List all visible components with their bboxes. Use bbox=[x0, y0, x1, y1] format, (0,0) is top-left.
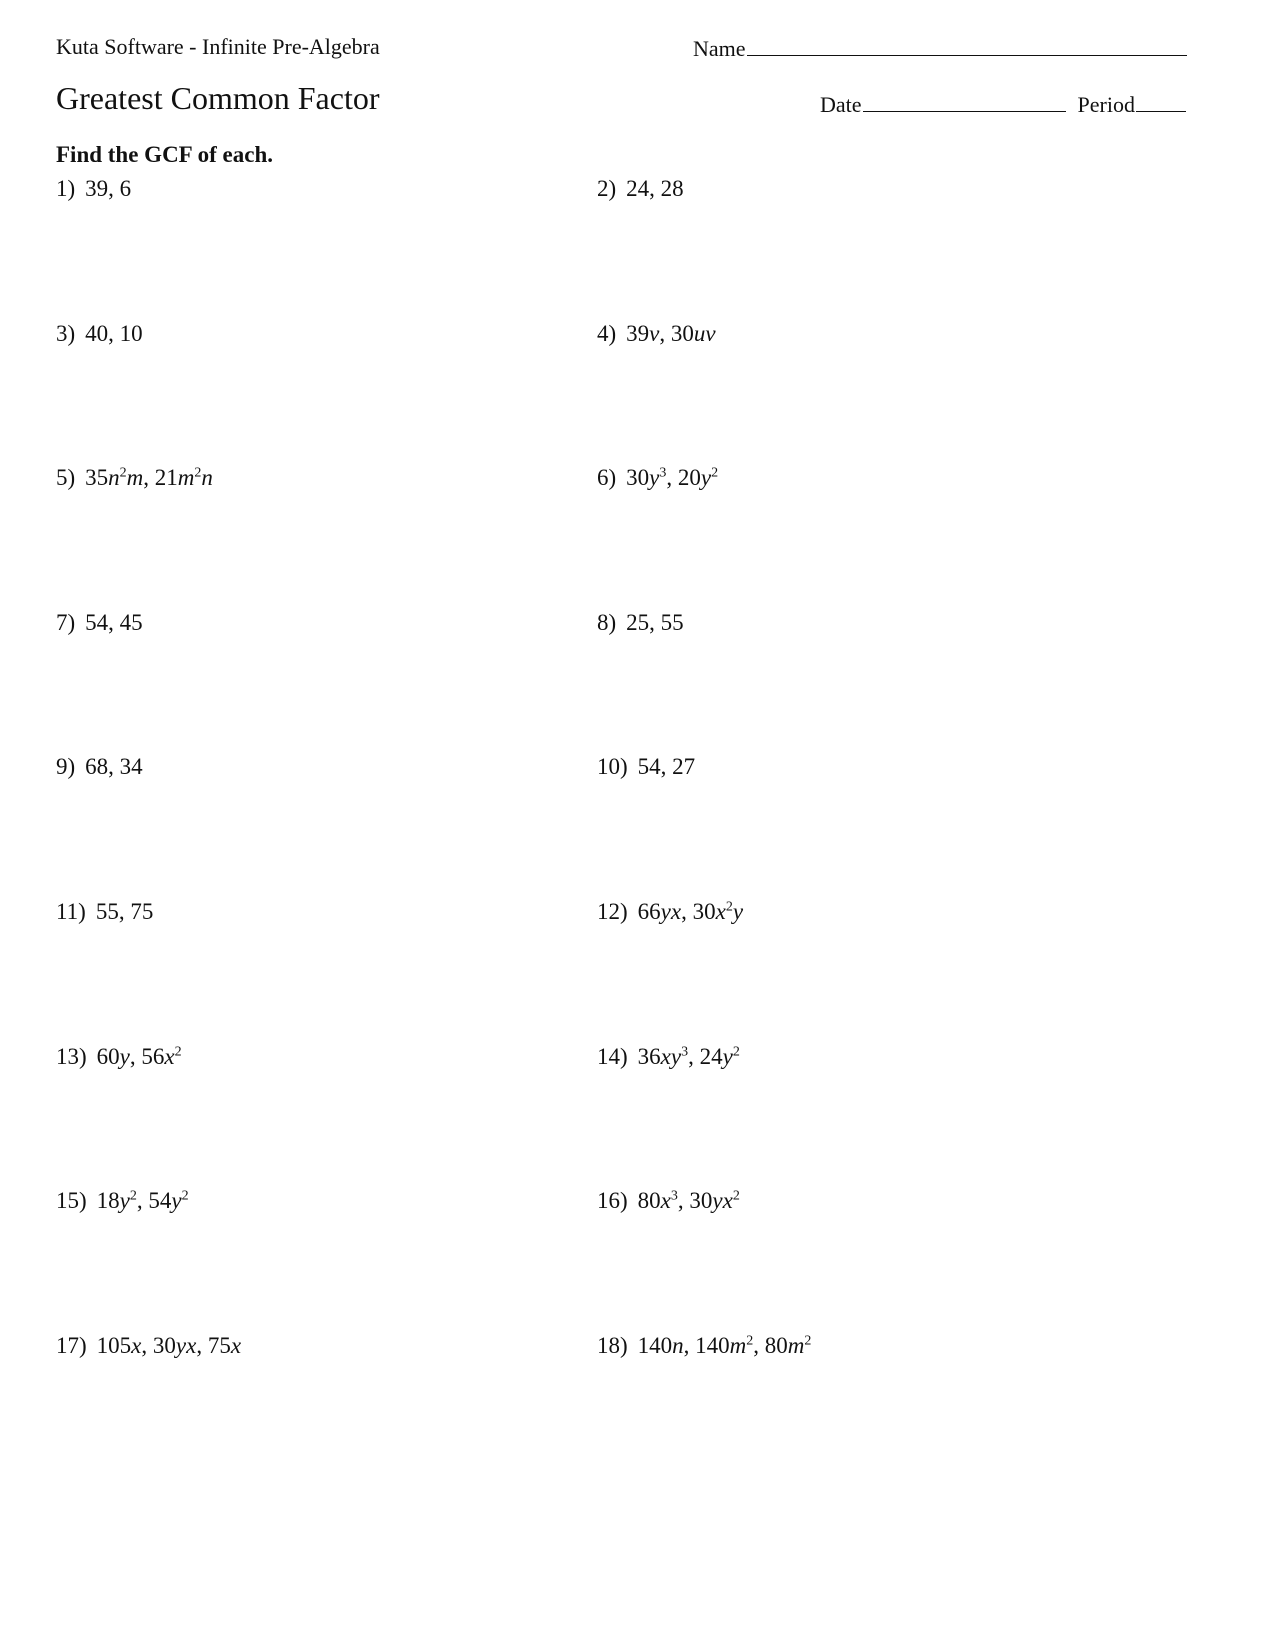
problem-item bbox=[597, 899, 743, 925]
problem-number: 7) bbox=[56, 609, 76, 635]
problem-number: 1) bbox=[56, 176, 76, 201]
problem-expression: $80x^3$, $30yx^2$ bbox=[637, 1188, 740, 1214]
name-field bbox=[693, 34, 1187, 62]
problem-number: 12) bbox=[597, 899, 628, 924]
instructions: Find the GCF of each. bbox=[56, 142, 273, 167]
problem-item bbox=[597, 321, 716, 347]
problem-expression: 105x, 30yx, 75x bbox=[96, 1332, 242, 1358]
problem-item bbox=[597, 610, 684, 636]
problem-item bbox=[56, 754, 143, 780]
date-blank-line[interactable] bbox=[863, 90, 1066, 112]
problem-expression: 40, 10 bbox=[85, 320, 143, 346]
problem-expression: 55, 75 bbox=[95, 899, 154, 924]
problem-item bbox=[597, 1188, 740, 1214]
problem-number: 16) bbox=[597, 1188, 628, 1214]
problem-number: 17) bbox=[56, 1332, 87, 1358]
problem-number: 5) bbox=[56, 465, 76, 491]
problem-item bbox=[597, 176, 684, 202]
problem-expression: $18y^2$, $54y^2$ bbox=[96, 1188, 189, 1214]
problem-expression: 24, 28 bbox=[626, 176, 684, 201]
problem-number: 14) bbox=[597, 1043, 628, 1069]
problem-item bbox=[56, 1188, 189, 1214]
name-blank-line[interactable] bbox=[747, 34, 1187, 56]
problem-expression: $30y^3$, $20y^2$ bbox=[626, 465, 719, 491]
problem-item bbox=[56, 1333, 241, 1359]
problem-number: 8) bbox=[597, 609, 617, 635]
problem-expression: 54, 45 bbox=[85, 609, 143, 635]
problem-number: 6) bbox=[597, 465, 617, 491]
publisher-name: Kuta Software - Infinite Pre-Algebra bbox=[56, 34, 380, 59]
problem-item bbox=[56, 176, 131, 202]
problem-item bbox=[597, 465, 718, 491]
problem-number: 9) bbox=[56, 754, 76, 780]
problem-number: 4) bbox=[597, 320, 617, 346]
problem-expression: $35n^2m$, $21m^2n$ bbox=[85, 465, 213, 491]
problem-expression: 66yx, $30x^2y$ bbox=[637, 899, 744, 924]
problem-number: 3) bbox=[56, 320, 76, 346]
worksheet-title: Greatest Common Factor bbox=[56, 80, 380, 116]
problem-item bbox=[597, 1333, 811, 1359]
problem-number: 13) bbox=[56, 1043, 87, 1069]
problem-item bbox=[56, 465, 213, 491]
problem-item bbox=[56, 899, 153, 925]
problem-expression: 54, 27 bbox=[637, 754, 696, 780]
problem-number: 15) bbox=[56, 1188, 87, 1214]
period-label: Period bbox=[1077, 92, 1135, 117]
name-label: Name bbox=[693, 36, 746, 61]
period-blank-line[interactable] bbox=[1136, 90, 1186, 112]
date-label: Date bbox=[820, 92, 862, 117]
problem-expression: 68, 34 bbox=[85, 754, 143, 780]
problem-expression: $36xy^3$, $24y^2$ bbox=[637, 1043, 740, 1069]
date-period-fields bbox=[820, 90, 1186, 118]
problem-item bbox=[56, 610, 143, 636]
problem-expression: 60y, $56x^2$ bbox=[96, 1043, 182, 1069]
problem-expression: 25, 55 bbox=[626, 609, 684, 635]
problem-expression: 39v, 30uv bbox=[626, 320, 716, 346]
problem-item bbox=[56, 321, 143, 347]
problem-expression: 39, 6 bbox=[85, 176, 132, 201]
problem-item bbox=[597, 754, 695, 780]
problem-item bbox=[56, 1044, 182, 1070]
problem-item bbox=[597, 1044, 740, 1070]
problem-number: 11) bbox=[56, 899, 86, 924]
problem-number: 10) bbox=[597, 754, 628, 780]
problem-number: 2) bbox=[597, 176, 617, 201]
problem-expression: 140n, $140m^2$, $80m^2$ bbox=[637, 1332, 812, 1358]
problem-number: 18) bbox=[597, 1332, 628, 1358]
